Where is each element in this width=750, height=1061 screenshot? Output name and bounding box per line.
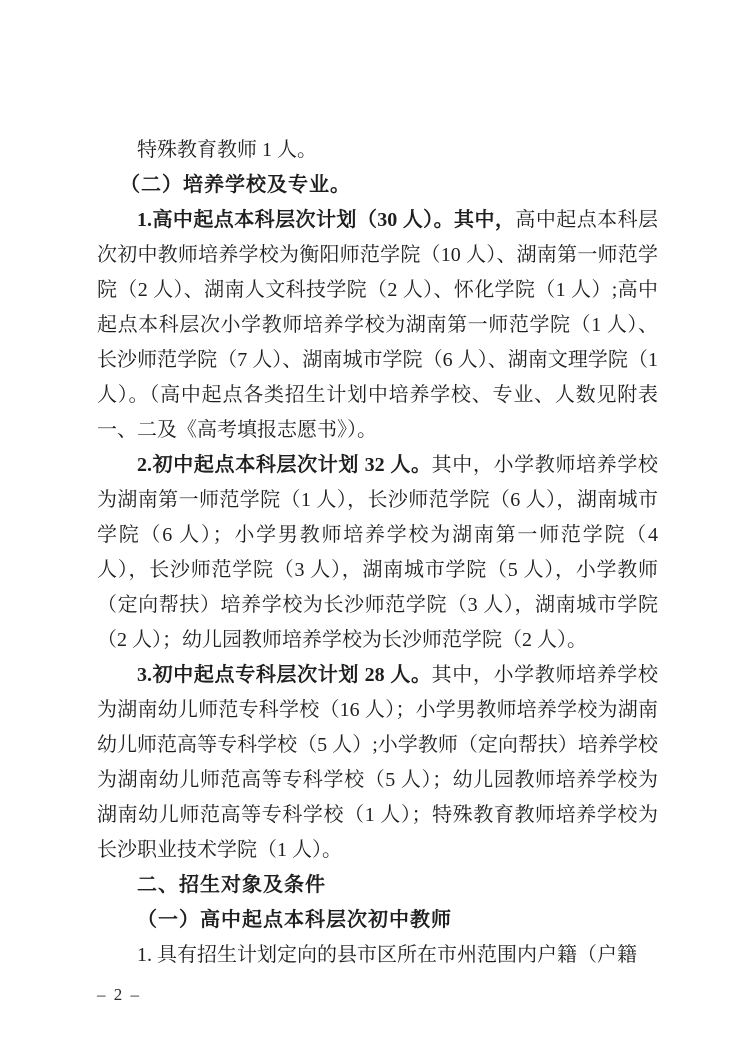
paragraph-continuation [97,133,658,168]
paragraph-plan-1 [97,203,658,448]
paragraph-lead-bold: 3.初中起点专科层次计划 28 人。 [137,664,432,686]
paragraph-lead-bold: 1.高中起点本科层次计划（30 人）。其中， [137,209,516,231]
heading-text: 二、招生对象及条件 [137,874,326,896]
heading-text: （一）高中起点本科层次初中教师 [137,909,452,931]
paragraph-text: 高中起点本科层次初中教师培养学校为衡阳师范学院（10 人）、湖南第一师范学院（2 人）、湖南人文科技学院（2 人）、怀化学院（1 人）;高中起点本科层次小学教师培养学校为湖南第一师范学院（1 人）、长沙师范学院（7 人）、湖南城市学院（6 人）、湖南文理学院（1 人）。（高中起点各类招生计划中培养学校、专业、人数见附表一、二及《高考填报志愿书》）。 [97,209,659,441]
paragraph-plan-2 [97,448,658,658]
paragraph-plan-3 [97,658,658,868]
paragraph-conditions-1 [97,938,658,973]
document-text-block [97,133,658,973]
section-heading-1 [97,868,658,903]
paragraph-text: 其中，小学教师培养学校为湖南幼儿师范专科学校（16 人）；小学男教师培养学校为湖南幼儿师范高等专科学校（5 人）;小学教师（定向帮扶）培养学校为湖南幼儿师范高等专科学校（5 人）；幼儿园教师培养学校为湖南幼儿师范高等专科学校（1 人）；特殊教育教师培养学校为长沙职业技术学院（1 人）。 [97,664,659,861]
paragraph-text: 其中，小学教师培养学校为湖南第一师范学院（1 人），长沙师范学院（6 人），湖南城市学院（6 人）；小学男教师培养学校为湖南第一师范学院（4 人），长沙师范学院（3 人），湖南城市学院（5 人），小学教师（定向帮扶）培养学校为长沙师范学院（3 人），湖南城市学院（2 人）；幼儿园教师培养学校为长沙师范学院（2 人）。 [97,454,659,651]
paragraph-lead-bold: 2.初中起点本科层次计划 32 人。 [137,454,432,476]
paragraph-text: 特殊教育教师 1 人。 [137,139,317,161]
paragraph-text: 1. 具有招生计划定向的县市区所在市州范围内户籍（户籍 [137,944,637,966]
heading-text: （二）培养学校及专业。 [120,174,351,196]
section-heading-2 [97,168,658,203]
page-number: – 2 – [97,985,141,1004]
section-heading-2b [97,903,658,938]
